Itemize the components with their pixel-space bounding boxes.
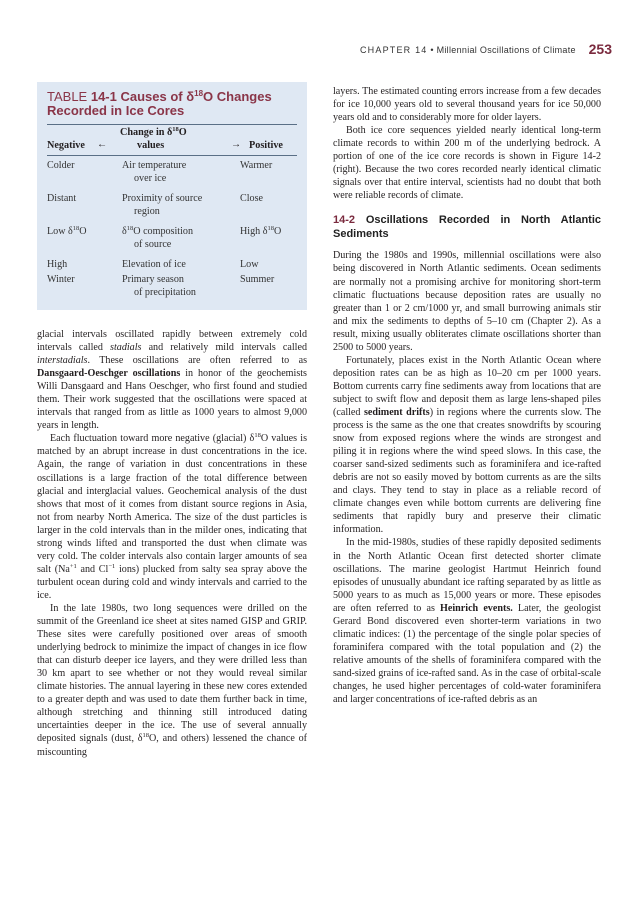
- table-title: [47, 90, 297, 118]
- chapter-title: Millennial Oscillations of Climate: [436, 45, 576, 55]
- row5-positive: Summer: [240, 274, 275, 285]
- arrow-right-icon: →: [231, 139, 242, 150]
- header-change-in: Change in $\delta^{18}O$: [120, 126, 187, 138]
- table-rule-top: [47, 124, 297, 125]
- row2-value: Proximity of source region: [122, 193, 203, 217]
- right-column: [333, 85, 601, 706]
- header-bullet: •: [430, 45, 434, 55]
- row3-positive: High $\delta^{18}O$: [240, 225, 282, 237]
- table-label: TABLE: [47, 89, 88, 104]
- chapter-label: CHAPTER 14: [359, 45, 428, 55]
- row5-negative: Winter: [47, 274, 75, 285]
- left-paragraph-1: glacial intervals oscillated rapidly between extremely cold intervals called stadials and relatively mild intervals called interstadials. These oscillations are often referred to as Dansgaard-Oeschger oscillations in honor of the geochemists Willi Dansgaard and Hans Oeschger, who first found and studied them. Their work suggested that the oscillations were spaced at intervals that ranged from as little as 1000 years to almost 9,000 years in length.: [37, 329, 307, 432]
- term-sediment-drifts: sediment drifts: [363, 406, 430, 418]
- table-title-text: Causes of $\delta^{18}O$ Changes: [120, 89, 272, 104]
- row1-positive: Warmer: [240, 160, 273, 171]
- term-heinrich-events: Heinrich events.: [440, 602, 513, 614]
- row3-value: $\delta^{18}O$ composition of source: [122, 225, 193, 250]
- row1-value: Air temperature over ice: [122, 160, 187, 184]
- row2-negative: Distant: [47, 193, 77, 204]
- row1-negative: Colder: [47, 160, 75, 171]
- row3-negative: Low $\delta^{18}O$: [47, 225, 87, 237]
- right-paragraph-3: During the 1980s and 1990s, millennial oscillations were also being discovered in North Atlantic sediments. Ocean sediments are normally not a promising archive for monitoring short-term climatic fluctuations because deposition rates are usually no greater than 1 or 2 cm/1000 yr, and small burrowing animals stir and mix the sediments to depths of 5–10 cm (Chapter 2). As a result, mixing usually obliterates climate oscillations shorter than 2500 to 5000 years.: [333, 250, 601, 353]
- table-rule-header: [47, 155, 297, 156]
- row4-value: Elevation of ice: [122, 259, 186, 270]
- term-interstadials: interstadials: [37, 355, 88, 367]
- page-number: 253: [588, 41, 612, 57]
- section-heading-14-2: 14-2 Oscillations Recorded in North Atlantic Sediments: [333, 214, 602, 241]
- right-paragraph-1: layers. The estimated counting errors increase from a few decades for ice 10,000 years old to several thousand years for ice 50,000 years old and to considerably more for older layers.: [333, 86, 601, 124]
- left-column: [37, 328, 307, 759]
- row4-positive: Low: [240, 259, 259, 270]
- header-negative: Negative: [47, 140, 85, 151]
- right-paragraph-5: In the mid-1980s, studies of these rapidly deposited sediments in the North Atlantic Ocean first detected shorter climate oscillations. The marine geologist Hartmut Heinrich found episodes of unusually abundant ice rafting separated by as little as 5000 years to as much as 15,000 years or more. These episodes are often referred to as Heinrich events. Later, the geologist Gerard Bond discovered even shorter-term variations in two climatic indices: (1) the percentage of the single polar species of foraminifera compared with the total population and (2) the relative amounts of the shells of foraminifera compared with the sand-sized grains of ice-rafted sand. As in the case of orbital-scale changes, he used higher percentages of cold-water foraminifera and larger concentrations of ice-rafted debris as an: [333, 537, 601, 706]
- left-paragraph-3: In the late 1980s, two long sequences were drilled on the summit of the Greenland ice sheet at sites named GISP and GRIP. These sites were carefully positioned over areas of smooth underlying bedrock to minimize the impact of changes in ice flow that can disturb deeper ice layers, and they were drilled less than 30 km apart to see whether or not they would reveal similar climate histories. The annual layering in these new cores extended to a greater depth and was used to date them further back in time, although stretching and thinning still introduced dating uncertainties deeper in the ice. The use of several annually deposited signals (dust, $\delta^{18}O$, and others) lessened the chance of miscounting: [37, 602, 307, 758]
- term-dansgaard-oeschger: Dansgaard-Oeschger oscillations: [37, 368, 181, 380]
- row2-positive: Close: [240, 193, 263, 204]
- left-paragraph-2: Each fluctuation toward more negative (glacial) $\delta^{18}O$ values is matched by an abrupt increase in dust concentrations in the ice. Again, the range of variation in dust concentrations in these oscillations is a large fraction of the total difference between glacial and interglacial values. Geochemical analysis of the dust shows that most of it comes from distant source regions in Asia, not from nearby North America. The size of the dust particles is larger in the cold intervals than in the milder ones, indicating that strong winds lifted and transported the dust when climate was very cold. The colder intervals also contain larger amounts of sea salt ($Na^{+1}$ and $Cl^{-1}$ ions) plucked from salty sea spray above the turbulent ocean during cold and windy intervals and carried to the ice.: [37, 432, 307, 601]
- header-values: values: [137, 140, 165, 151]
- row5-value: Primary season of precipitation: [122, 274, 196, 298]
- right-paragraph-4: Fortunately, places exist in the North Atlantic Ocean where deposition rates can be as high as 10–20 cm per 1000 years. Bottom currents carry fine sediments away from locations that are subject to swift flow and deposit them as large lens-shaped piles (called sediment drifts) in regions where the currents slow. The process is the same as the one that creates snowdrifts by scouring snow from exposed regions where the winds are strongest and piling it in regions where the wind speed slows. In this case, the coarser sand-sized sediments such as foraminifera and ice-rafted debris are not so easily moved by bottom currents as are the silts and clays. They tend to stay in place as a reliable record of climate changes even while bottom currents are delivering fine sediments that rapidly bury and preserve their climatic information.: [333, 354, 601, 536]
- right-paragraph-2: Both ice core sequences yielded nearly identical long-term climate records to within 200 m of the underlying bedrock. A portion of one of the ice core records is shown in Figure 14-2 (right). Because the two cores recorded nearly identical climatic signals over that entire interval, scientists had no doubt that both were reliable records of climate.: [333, 125, 601, 202]
- table-title-line2: Recorded in Ice Cores: [47, 103, 185, 118]
- arrow-left-icon: ←: [97, 139, 108, 150]
- header-positive: Positive: [249, 140, 283, 151]
- running-header: [360, 41, 612, 57]
- table-number: 14-1: [90, 89, 117, 104]
- row4-negative: High: [47, 259, 68, 270]
- table-14-1: [37, 82, 307, 310]
- term-stadials: stadials: [110, 342, 142, 354]
